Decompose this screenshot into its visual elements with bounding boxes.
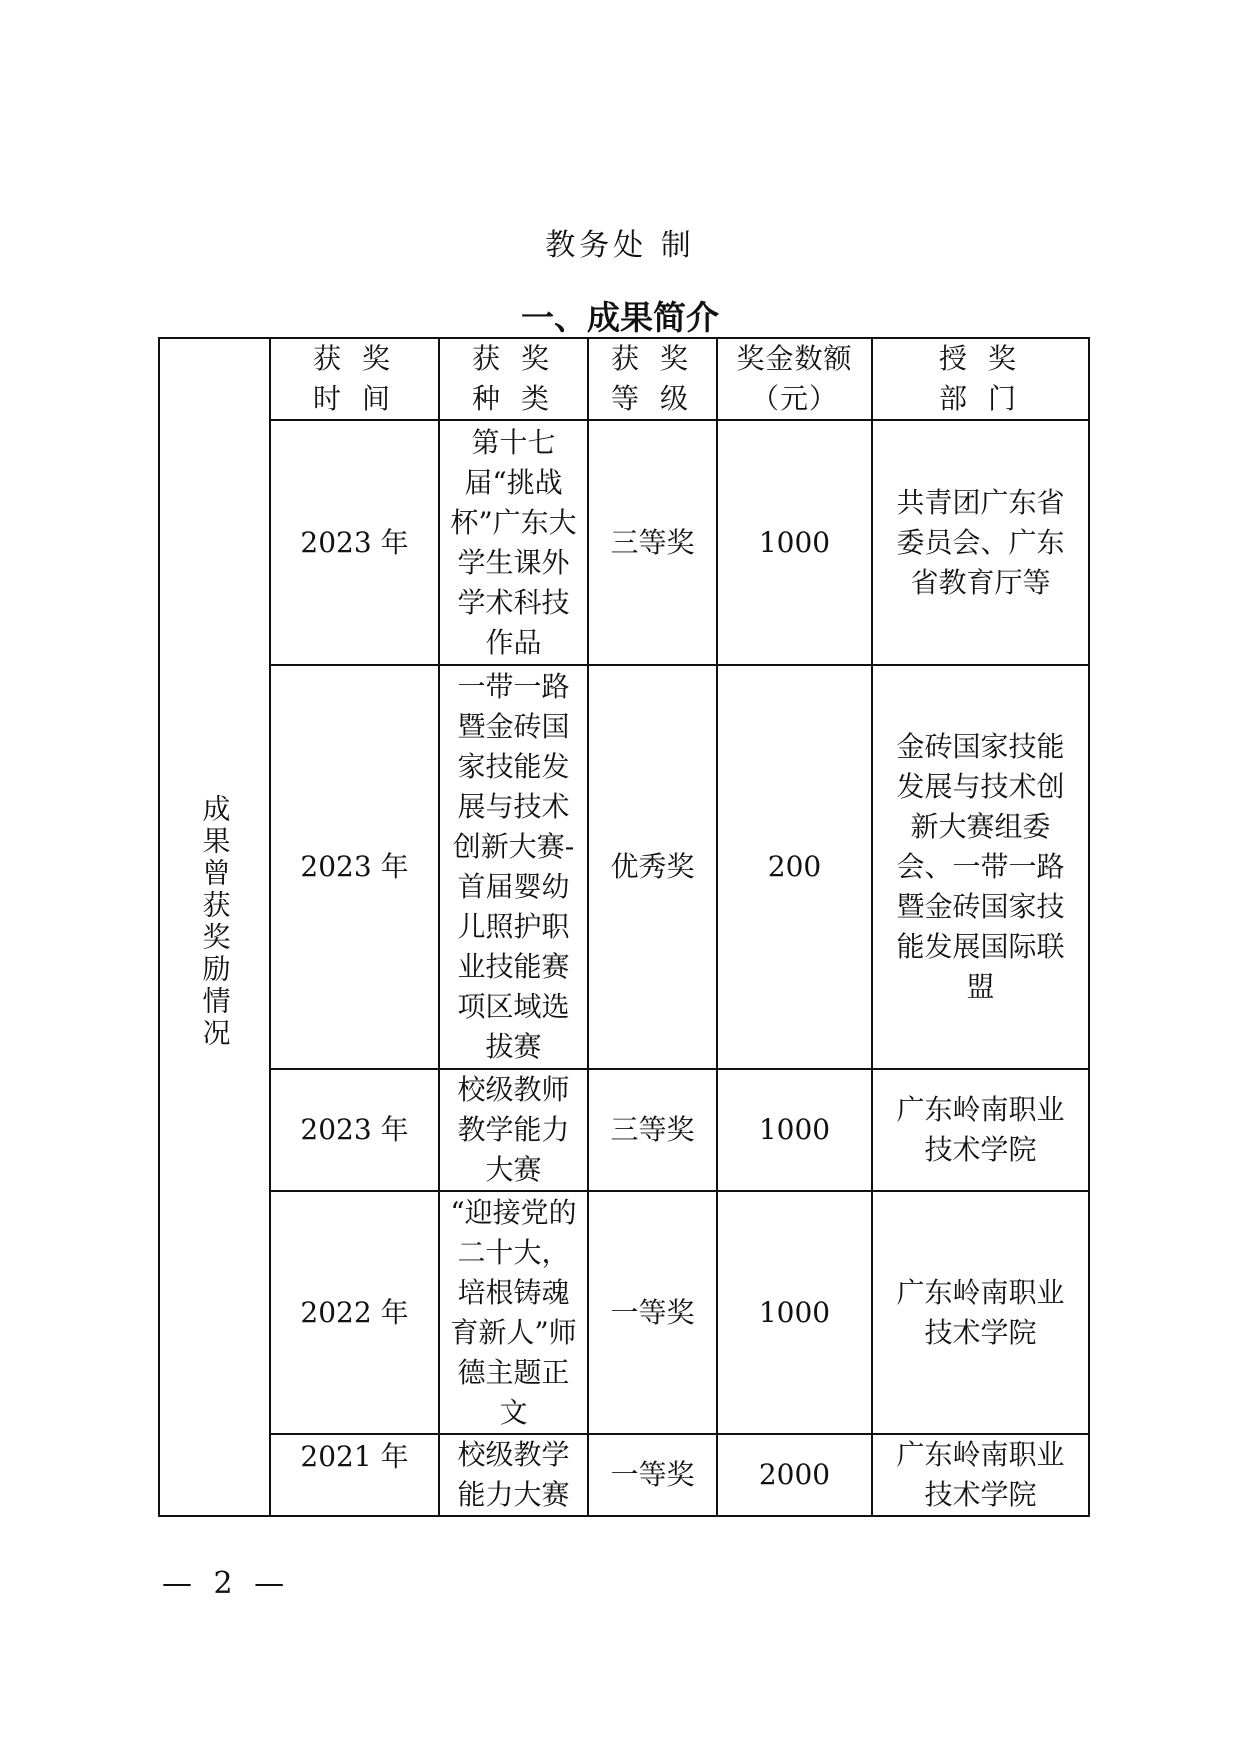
award-amount: 1000 <box>717 1069 872 1191</box>
award-type-cell <box>439 1069 588 1191</box>
table-row <box>159 1191 1089 1434</box>
column-header: 获 奖 种 类 <box>439 338 588 420</box>
award-level: 优秀奖 <box>588 665 717 1069</box>
award-time: 2021 年 <box>270 1434 439 1516</box>
award-type-cell <box>439 665 588 1069</box>
award-type: 校级教师教学能力大赛 <box>457 1073 570 1186</box>
award-time: 2022 年 <box>270 1191 439 1434</box>
award-level: 三等奖 <box>588 1069 717 1191</box>
award-type: 第十七届“挑战杯”广东大学生课外学术科技作品 <box>450 425 577 659</box>
award-dept-cell <box>872 1191 1089 1434</box>
award-type: “迎接党的二十大，培根铸魂育新人”师德主题正文 <box>450 1195 577 1429</box>
award-level: 三等奖 <box>588 420 717 665</box>
award-time: 2023 年 <box>270 1069 439 1191</box>
award-type-cell <box>439 1191 588 1434</box>
award-dept: 广东岭南职业技术学院 <box>896 1438 1065 1511</box>
award-dept: 广东岭南职业技术学院 <box>896 1275 1065 1349</box>
column-header: 授 奖 部 门 <box>872 338 1089 420</box>
award-level: 一等奖 <box>588 1434 717 1516</box>
table-row <box>159 1434 1089 1516</box>
award-dept: 广东岭南职业技术学院 <box>896 1093 1065 1166</box>
award-level: 一等奖 <box>588 1191 717 1434</box>
table-row <box>159 1069 1089 1191</box>
award-dept-cell <box>872 1069 1089 1191</box>
award-type: 一带一路暨金砖国家技能发展与技术创新大赛-首届婴幼儿照护职业技能赛项区域选拔赛 <box>452 670 575 1063</box>
column-header: 获 奖 等 级 <box>588 338 717 420</box>
award-dept-cell <box>872 665 1089 1069</box>
issuer-line: 教务处 制 <box>545 228 695 263</box>
award-dept: 金砖国家技能发展与技术创新大赛组委会、一带一路暨金砖国家技能发展国际联盟 <box>896 730 1065 1003</box>
award-amount: 1000 <box>717 420 872 665</box>
award-time: 2023 年 <box>270 665 439 1069</box>
award-time: 2023 年 <box>270 420 439 665</box>
column-header: 获 奖 时 间 <box>270 338 439 420</box>
table-row <box>159 420 1089 665</box>
award-amount: 2000 <box>717 1434 872 1516</box>
award-dept: 共青团广东省委员会、广东省教育厅等 <box>896 485 1065 599</box>
award-type-cell <box>439 420 588 665</box>
table-header-row <box>159 338 1089 420</box>
side-label: 成果曾获奖励情况 <box>198 793 232 1050</box>
award-type: 校级教学能力大赛 <box>457 1438 570 1511</box>
awards-table <box>158 337 1090 1517</box>
award-dept-cell <box>872 1434 1089 1516</box>
award-dept-cell <box>872 420 1089 665</box>
award-type-cell <box>439 1434 588 1516</box>
column-header: 奖金数额 （元） <box>717 338 872 420</box>
table-row <box>159 665 1089 1069</box>
page-number: — 2 — <box>162 1566 291 1601</box>
award-amount: 1000 <box>717 1191 872 1434</box>
section-title: 一、成果简介 <box>521 298 719 337</box>
side-label-cell <box>159 338 270 1516</box>
award-amount: 200 <box>717 665 872 1069</box>
